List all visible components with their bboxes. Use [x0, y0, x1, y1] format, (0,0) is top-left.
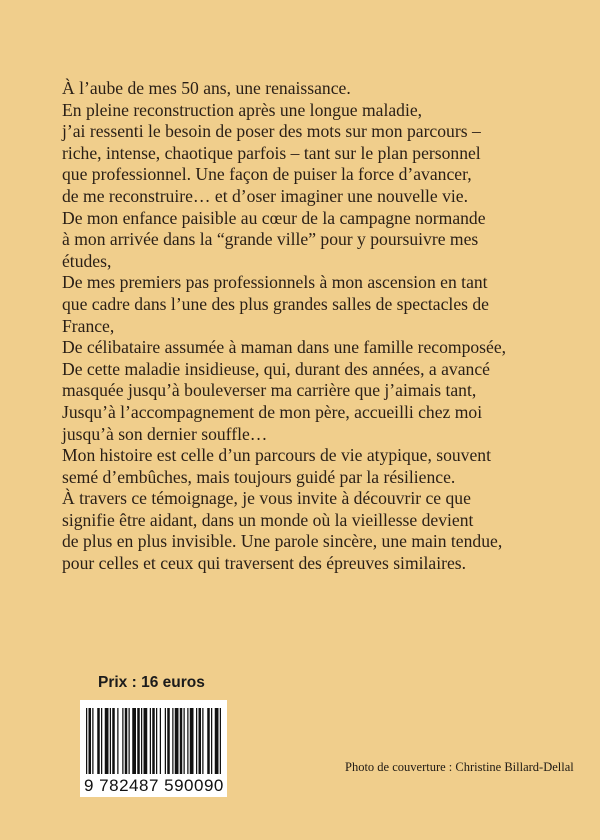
barcode-bar — [156, 708, 157, 774]
barcode-bar — [207, 708, 210, 774]
barcode-bar — [187, 708, 188, 774]
blurb-line: De mes premiers pas professionnels à mon ascension en tant — [62, 272, 488, 293]
blurb-line: masquée jusqu’à bouleverser ma carrière que j’aimais tant, — [62, 380, 477, 401]
barcode-bar — [184, 708, 185, 774]
barcode-bar — [150, 708, 151, 774]
barcode-bar — [199, 708, 202, 774]
barcode-bar — [152, 708, 155, 774]
barcode-bar — [167, 708, 170, 774]
barcode-bar — [141, 708, 142, 774]
blurb-line: jusqu’à son dernier souffle… — [62, 423, 268, 444]
barcode-bar — [132, 708, 136, 774]
barcode-bar — [172, 708, 173, 774]
barcode-bar — [97, 708, 100, 774]
barcode-bar — [175, 708, 179, 774]
barcode-bar — [180, 708, 183, 774]
back-cover-blurb — [62, 78, 572, 575]
barcode-bar — [211, 708, 212, 774]
blurb-line: à mon arrivée dans la “grande ville” pour y poursuivre mes — [62, 229, 479, 250]
blurb-line: de plus en plus invisible. Une parole sincère, une main tendue, — [62, 531, 503, 552]
barcode — [80, 700, 227, 797]
blurb-line: que cadre dans l’une des plus grandes salles de spectacles de — [62, 293, 489, 314]
blurb-line: semé d’embûches, mais toujours guidé par la résilience. — [62, 466, 456, 487]
blurb-line: À l’aube de mes 50 ans, une renaissance. — [62, 78, 351, 98]
blurb-line: En pleine reconstruction après une longue maladie, — [62, 99, 423, 120]
barcode-bar — [202, 708, 203, 774]
barcode-bar — [110, 708, 111, 774]
blurb-line: que professionnel. Une façon de puiser la force d’avancer, — [62, 164, 472, 185]
blurb-line: riche, intense, chaotique parfois – tant sur le plan personnel — [62, 142, 481, 163]
barcode-bar — [129, 708, 130, 774]
photo-credit: Photo de couverture : Christine Billard-Dellal — [345, 760, 574, 774]
blurb-line: Mon histoire est celle d’un parcours de vie atypique, souvent — [62, 445, 491, 466]
barcode-bar — [105, 708, 109, 774]
blurb-line: De mon enfance paisible au cœur de la campagne normande — [62, 207, 486, 228]
barcode-bar — [160, 708, 161, 774]
blurb-line: signifie être aidant, dans un monde où la vieillesse devient — [62, 509, 474, 530]
blurb-line: À travers ce témoignage, je vous invite à découvrir ce que — [62, 488, 471, 509]
blurb-line: j’ai ressenti le besoin de poser des mots sur mon parcours – — [62, 121, 481, 142]
barcode-bar — [112, 708, 115, 774]
barcode-bar — [190, 708, 194, 774]
isbn-number: 9 782487 590090 — [84, 776, 224, 795]
barcode-bar — [220, 708, 221, 774]
blurb-line: France, — [62, 315, 115, 336]
barcode-bar — [144, 708, 148, 774]
barcode-bar — [101, 708, 102, 774]
barcode-bar — [137, 708, 140, 774]
blurb-line: Jusqu’à l’accompagnement de mon père, accueilli chez moi — [62, 401, 483, 422]
blurb-line: de me reconstruire… et d’oser imaginer une nouvelle vie. — [62, 185, 468, 206]
barcode-bar — [125, 708, 128, 774]
barcode-bar — [122, 708, 123, 774]
barcode-bar — [89, 708, 92, 774]
barcode-bar — [165, 708, 166, 774]
blurb-line: études, — [62, 250, 112, 271]
barcode-bar — [215, 708, 219, 774]
barcode-bar — [86, 708, 87, 774]
barcode-bar — [117, 708, 118, 774]
barcode-bar — [196, 708, 197, 774]
blurb-line: De célibataire assumée à maman dans une famille recomposée, — [62, 337, 507, 358]
blurb-line: De cette maladie insidieuse, qui, durant des années, a avancé — [62, 358, 490, 379]
blurb-line: pour celles et ceux qui traversent des épreuves similaires. — [62, 553, 467, 574]
barcode-bar — [92, 708, 93, 774]
price-label: Prix : 16 euros — [98, 674, 205, 691]
